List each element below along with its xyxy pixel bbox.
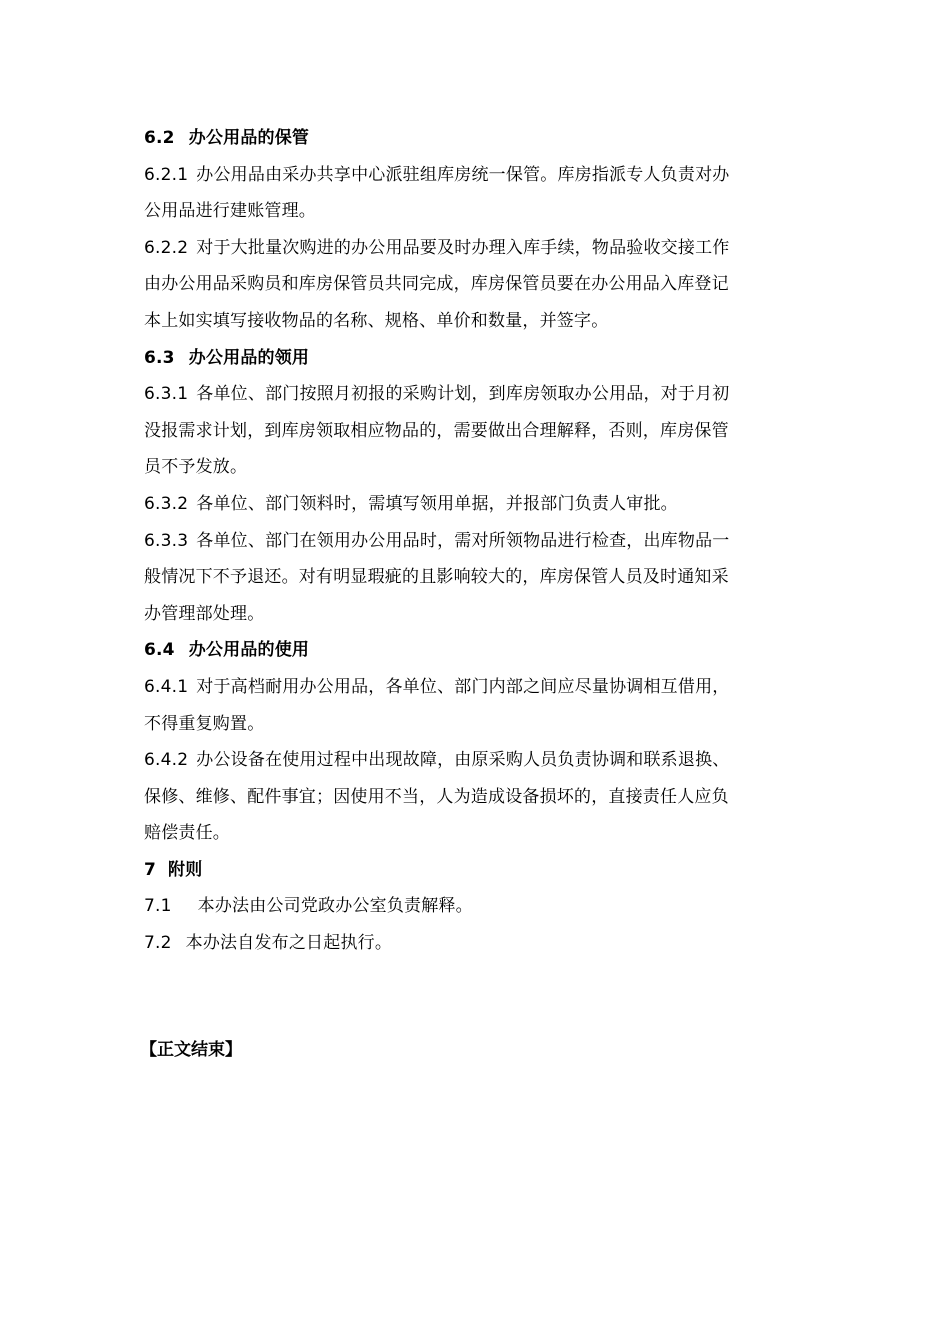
section-heading-6-3 [144, 340, 808, 377]
clause-7-2 [144, 925, 808, 962]
clause-6-3-1 [144, 376, 808, 486]
clause-text-line: 由办公用品采购员和库房保管员共同完成，库房保管员要在办公用品入库登记 [144, 274, 729, 295]
clause-number: 6.3.2 [144, 493, 189, 514]
clause-number: 6.4.1 [144, 676, 189, 697]
clause-6-4-2 [144, 742, 808, 852]
clause-text-line: 没报需求计划，到库房领取相应物品的，需要做出合理解释，否则，库房保管 [144, 420, 729, 441]
section-title: 办公用品的保管 [188, 128, 310, 148]
clause-text-line: 赔偿责任。 [144, 823, 230, 844]
clause-6-4-1 [144, 669, 808, 742]
clause-6-3-3 [144, 523, 808, 633]
clause-text-line: 般情况下不予退还。对有明显瑕疵的且影响较大的，库房保管人员及时通知采 [144, 567, 729, 588]
clause-7-1 [144, 888, 808, 925]
section-title: 办公用品的使用 [188, 640, 310, 661]
section-number: 6.2 [144, 128, 175, 148]
section-title: 办公用品的领用 [188, 347, 310, 368]
section-number: 7 [144, 859, 157, 880]
clause-text-line: 公用品进行建账管理。 [144, 201, 316, 222]
clause-text-line: 各单位、部门按照月初报的采购计划，到库房领取办公用品，对于月初 [196, 384, 730, 405]
clause-text-line: 各单位、部门领料时，需填写领用单据，并报部门负责人审批。 [196, 493, 678, 514]
clause-6-2-1 [144, 157, 808, 230]
clause-number: 6.4.2 [144, 750, 189, 771]
clause-text-line: 员不予发放。 [144, 457, 248, 478]
clause-text-line: 保修、维修、配件事宜；因使用不当，人为造成设备损坏的，直接责任人应负 [144, 786, 729, 807]
clause-number: 7.1 [144, 896, 172, 917]
clause-text-line: 对于大批量次购进的办公用品要及时办理入库手续，物品验收交接工作 [196, 237, 730, 258]
clause-6-3-2 [144, 486, 808, 523]
clause-text-line: 各单位、部门在领用办公用品时，需对所领物品进行检查，出库物品一 [196, 530, 730, 551]
clause-text-line: 本上如实填写接收物品的名称、规格、单价和数量，并签字。 [144, 310, 609, 331]
section-number: 6.4 [144, 640, 175, 661]
clause-text-line: 本办法由公司党政办公室负责解释。 [197, 896, 473, 917]
clause-text-line: 办公用品由采办共享中心派驻组库房统一保管。库房指派专人负责对办 [196, 164, 730, 185]
clause-number: 6.2.1 [144, 164, 189, 185]
clause-text-line: 办管理部处理。 [144, 603, 265, 624]
section-title: 附则 [168, 859, 203, 880]
clause-number: 6.2.2 [144, 237, 189, 258]
clause-6-2-2 [144, 230, 808, 340]
clause-number: 6.3.1 [144, 384, 189, 405]
clause-text-line: 对于高档耐用办公用品，各单位、部门内部之间应尽量协调相互借用， [196, 676, 730, 697]
clause-text-line: 不得重复购置。 [144, 713, 265, 734]
clause-number: 6.3.3 [144, 530, 189, 551]
document-body [144, 120, 808, 962]
section-heading-6-2 [144, 120, 808, 157]
section-heading-6-4 [144, 632, 808, 669]
clause-text-line: 本办法自发布之日起执行。 [185, 933, 393, 954]
clause-text-line: 办公设备在使用过程中出现故障，由原采购人员负责协调和联系退换、 [196, 750, 730, 771]
section-heading-7 [144, 852, 808, 889]
end-of-text-mark: 【正文结束】 [140, 1040, 242, 1060]
section-number: 6.3 [144, 347, 175, 368]
clause-number: 7.2 [144, 933, 172, 954]
